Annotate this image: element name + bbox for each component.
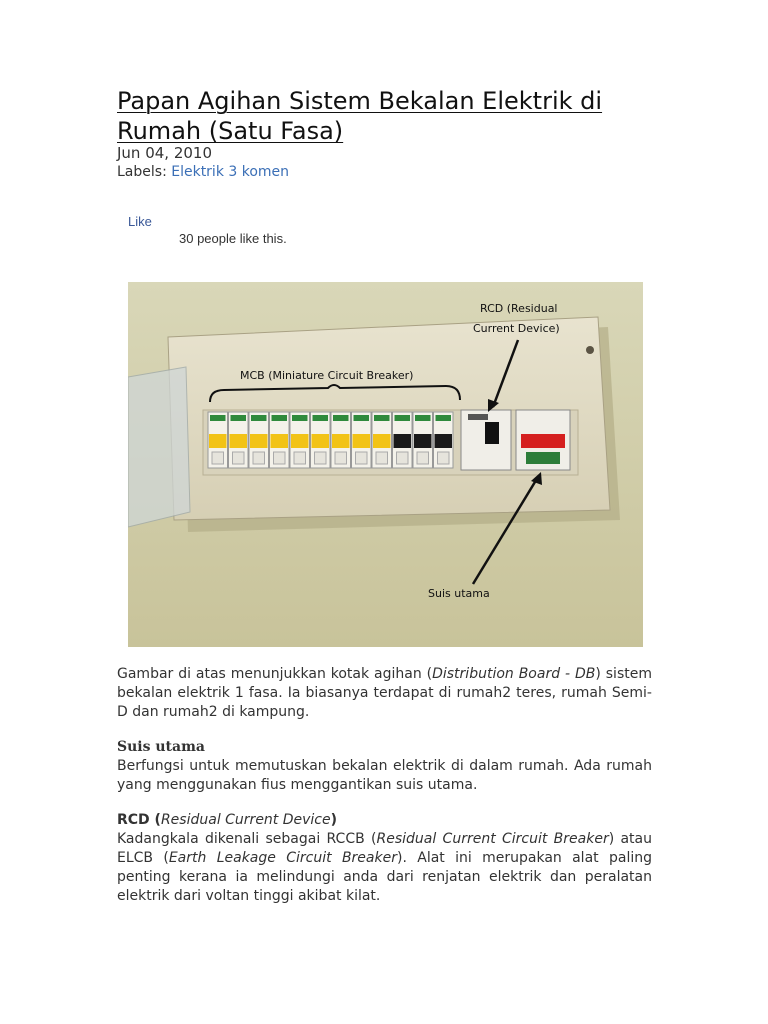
mcb-toggle [414, 434, 432, 448]
mcb-terminal [274, 452, 286, 464]
mcb-terminal [294, 452, 306, 464]
mcb-label [313, 415, 329, 421]
mcb-terminal [438, 452, 450, 464]
annotation-mcb: MCB (Miniature Circuit Breaker) [240, 369, 414, 382]
mcb-terminal [397, 452, 409, 464]
mcb-label [354, 415, 370, 421]
mcb-label [395, 415, 411, 421]
mcb-toggle [209, 434, 227, 448]
p1-text-b: ) sistem bekalan elektrik 1 fasa. Ia biasanya terdapat di rumah2 teres, rumah Semi-D dan rumah2 di kampung. [117, 666, 652, 720]
mcb-toggle [394, 434, 412, 448]
p3-italic-2: Earth Leakage Circuit Breaker [168, 850, 397, 866]
mcb-terminal [212, 452, 224, 464]
mcb-toggle [373, 434, 391, 448]
post-date: Jun 04, 2010 [117, 144, 213, 162]
mcb-label [272, 415, 288, 421]
heading-rcd-a: RCD ( [117, 812, 161, 828]
mcb-label [292, 415, 308, 421]
mcb-toggle [353, 434, 371, 448]
post-labels [117, 164, 289, 180]
mcb-label [210, 415, 226, 421]
mcb-terminal [376, 452, 388, 464]
mcb-terminal [356, 452, 368, 464]
mcb-label [333, 415, 349, 421]
article-title[interactable]: Papan Agihan Sistem Bekalan Elektrik di Rumah (Satu Fasa) [117, 87, 603, 145]
comments-link[interactable]: 3 komen [228, 164, 290, 180]
mcb-row [208, 412, 453, 468]
main-switch [516, 410, 570, 470]
section-rcd [117, 811, 652, 906]
paragraph-rcd [117, 830, 652, 906]
annotation-rcd-line1: RCD (Residual [480, 302, 558, 315]
board-screw [586, 346, 594, 354]
mcb-toggle [435, 434, 453, 448]
rcd-device [461, 410, 511, 470]
mcb-label [415, 415, 431, 421]
paragraph-intro [117, 665, 652, 722]
mcb-label [251, 415, 267, 421]
heading-rcd-b: ) [330, 812, 338, 828]
p3-italic-1: Residual Current Circuit Breaker [376, 831, 609, 847]
mcb-label [374, 415, 390, 421]
labels-prefix: Labels: [117, 164, 172, 180]
mcb-toggle [250, 434, 268, 448]
mcb-toggle [291, 434, 309, 448]
paragraph-suis-utama: Berfungsi untuk memutuskan bekalan elektrik di dalam rumah. Ada rumah yang menggunakan fius menggantikan suis utama. [117, 758, 652, 793]
mcb-terminal [335, 452, 347, 464]
mcb-label [436, 415, 452, 421]
annotation-suis: Suis utama [428, 587, 490, 600]
mcb-terminal [233, 452, 245, 464]
heading-suis-utama: Suis utama [117, 739, 205, 755]
section-suis-utama [117, 738, 652, 795]
annotation-rcd-line2: Current Device) [473, 322, 560, 335]
mcb-toggle [332, 434, 350, 448]
like-button[interactable]: Like [128, 214, 152, 229]
p3-text-a: Kadangkala dikenali sebagai RCCB ( [117, 831, 377, 847]
mcb-label [231, 415, 247, 421]
p3-text-c: ). Alat ini merupakan alat paling penting kerana ia melindungi anda dari renjatan elektrik dan peralatan elektrik dari voltan tinggi akibat kilat. [117, 850, 652, 904]
mcb-terminal [417, 452, 429, 464]
mcb-toggle [312, 434, 330, 448]
p1-italic: Distribution Board - DB [432, 666, 596, 682]
p3-text-b: ) atau ELCB ( [117, 831, 652, 866]
heading-rcd-italic: Residual Current Device [160, 812, 331, 828]
mcb-terminal [315, 452, 327, 464]
heading-rcd [117, 811, 652, 830]
mcb-toggle [271, 434, 289, 448]
distribution-board-photo [128, 282, 643, 647]
label-link-elektrik[interactable]: Elektrik [171, 164, 224, 180]
mcb-toggle [230, 434, 248, 448]
board-cover-door [128, 367, 190, 527]
mcb-terminal [253, 452, 265, 464]
p1-text-a: Gambar di atas menunjukkan kotak agihan ( [117, 666, 433, 682]
like-count: 30 people like this. [179, 231, 287, 246]
